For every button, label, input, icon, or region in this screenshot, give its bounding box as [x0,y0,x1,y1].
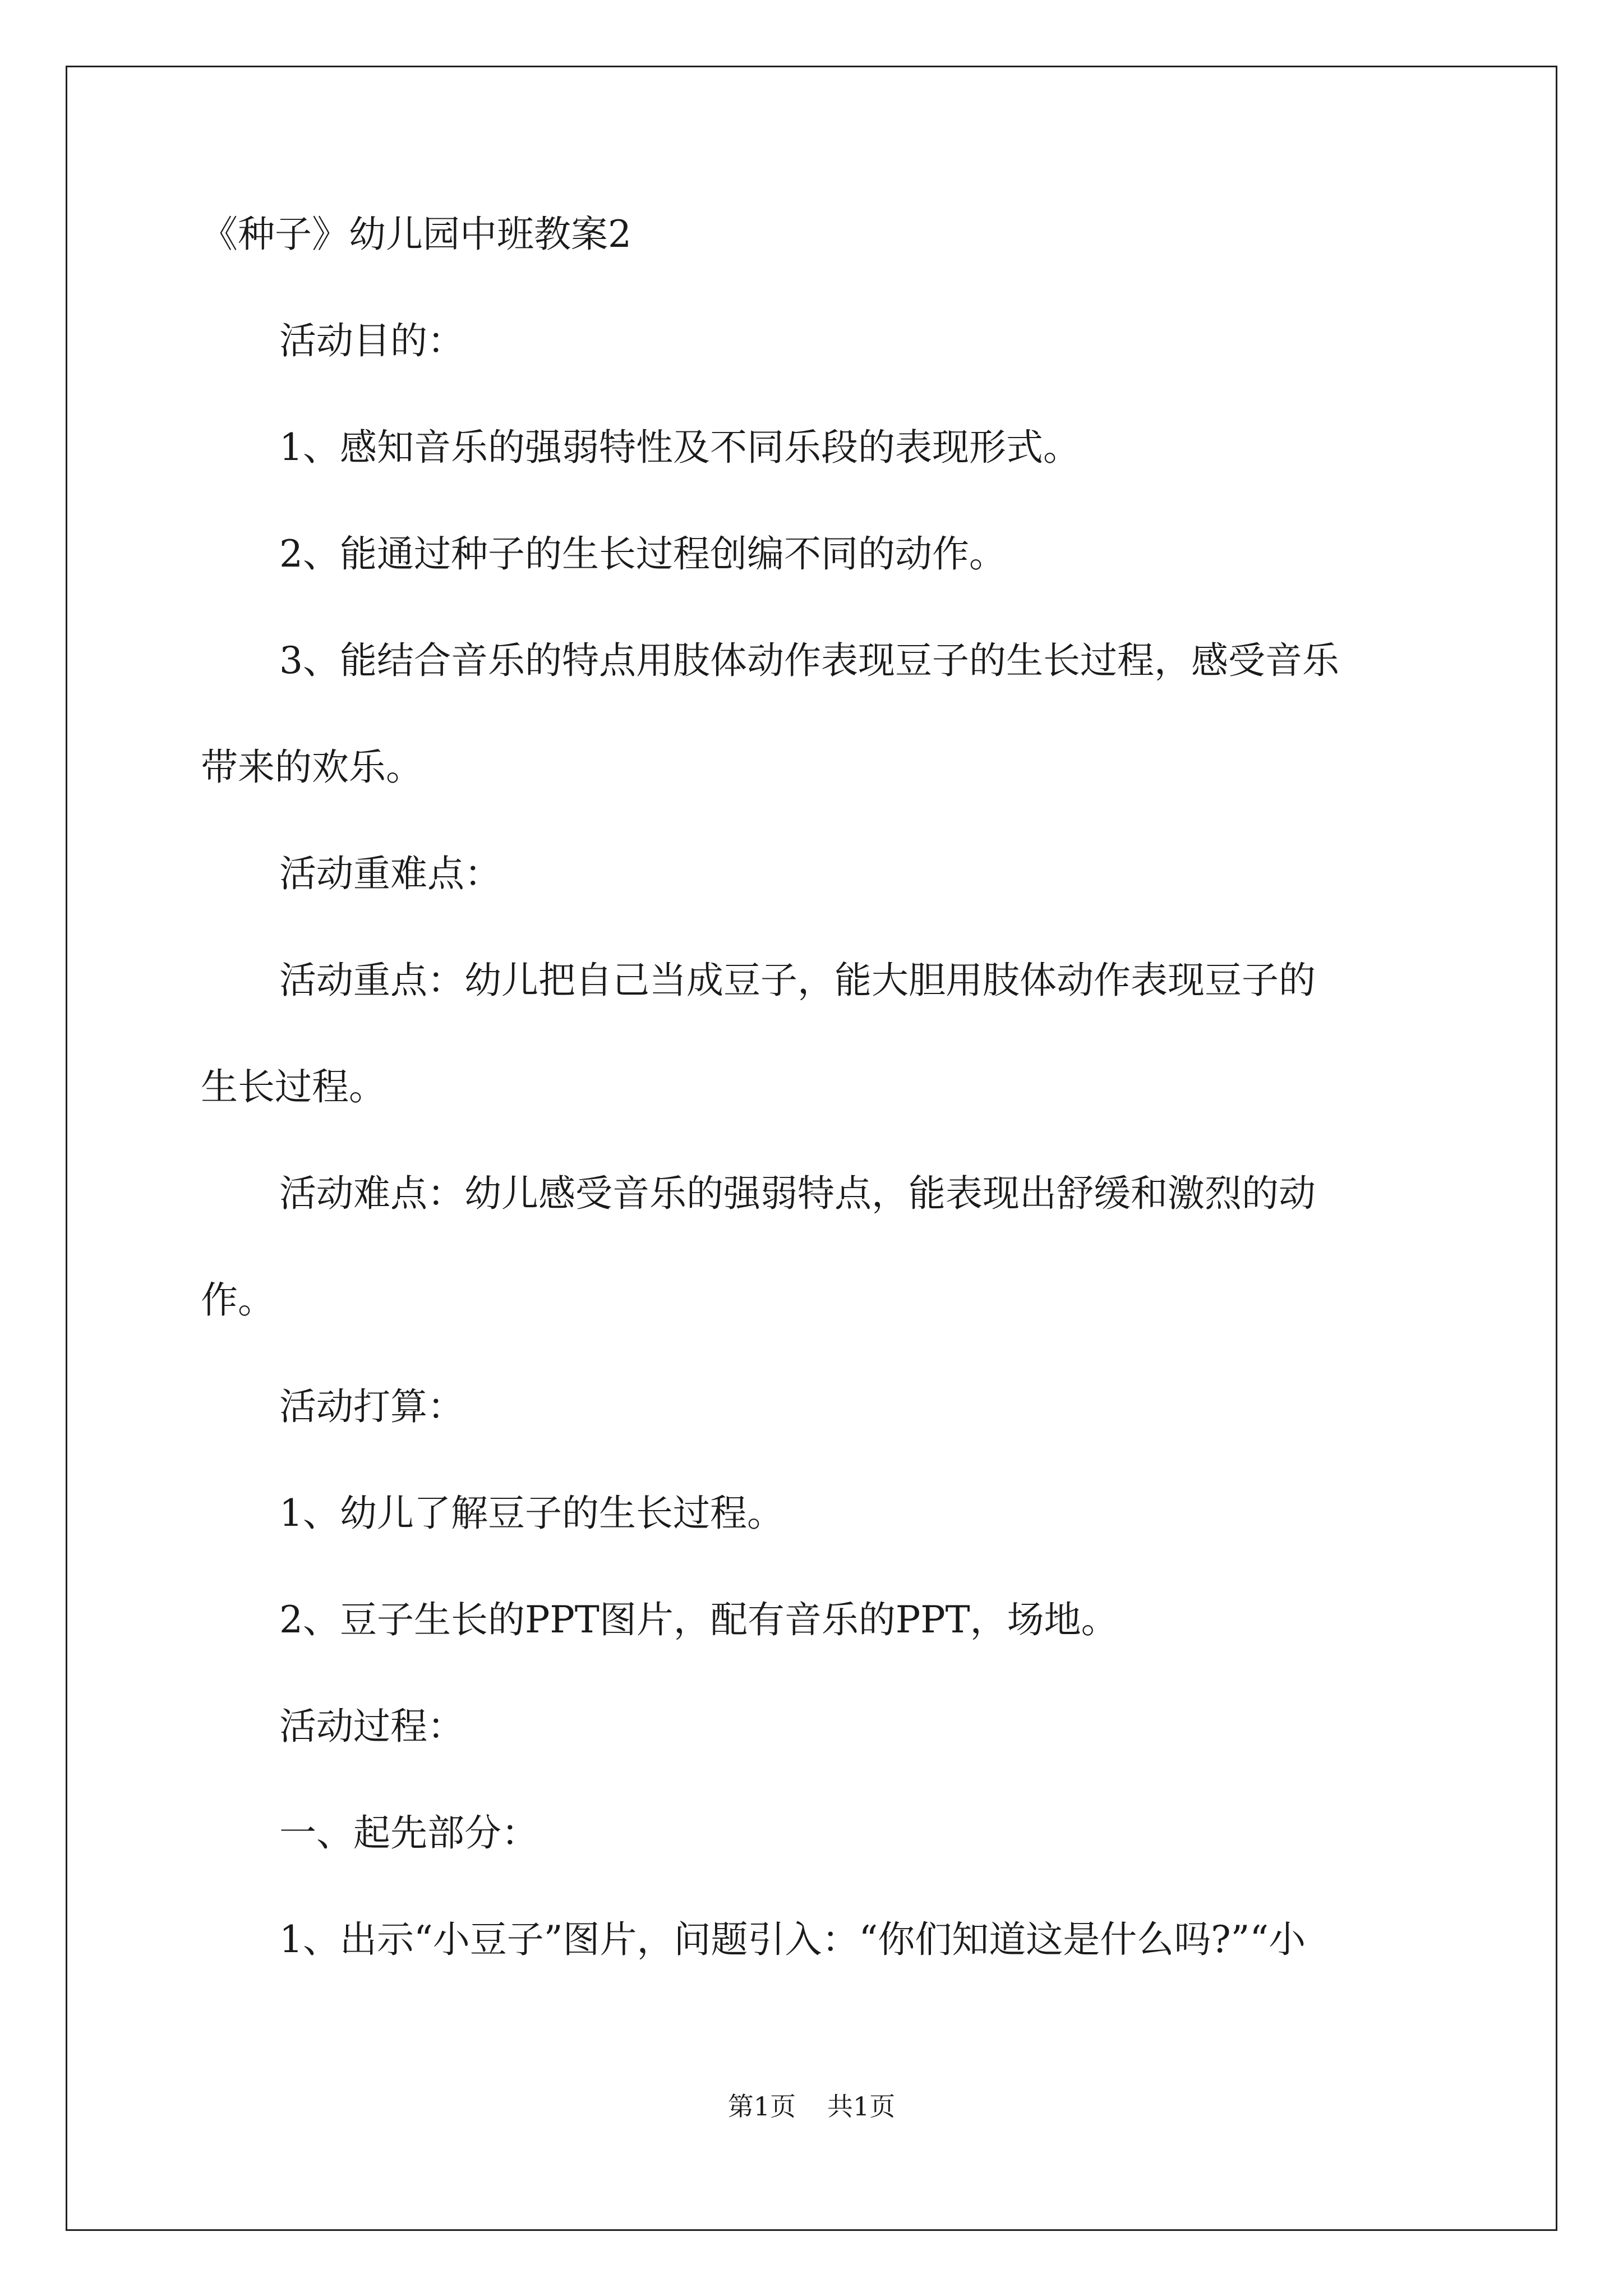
document-body [201,208,1435,1967]
paragraph-5: 活动重难点： [279,852,501,895]
paragraph-10: 2、豆子生长的PPT图片，配有音乐的PPT，场地。 [279,1598,1118,1641]
page-number-total: 共1页 [827,2091,896,2122]
paragraph-7: 活动难点：幼儿感受音乐的强弱特点，能表现出舒缓和激烈的动 [279,1172,1316,1215]
paragraph-3: 2、能通过种子的生长过程创编不同的动作。 [279,532,1006,576]
paragraph-9: 1、幼儿了解豆子的生长过程。 [279,1492,784,1535]
paragraph-6: 活动重点：幼儿把自己当成豆子，能大胆用肢体动作表现豆子的 [279,959,1316,1002]
page-number-current: 第1页 [727,2091,796,2122]
paragraph-1: 活动目的： [279,319,464,362]
paragraph-12: 一、起先部分： [279,1811,538,1855]
paragraph-6-continued: 生长过程。 [201,1065,386,1108]
paragraph-11: 活动过程： [279,1705,464,1748]
paragraph-7-continued: 作。 [201,1278,275,1322]
paragraph-2: 1、感知音乐的强弱特性及不同乐段的表现形式。 [279,426,1080,469]
paragraph-13: 1、出示“小豆子”图片，问题引入：“你们知道这是什么吗?”“小 [279,1918,1306,1961]
document-title: 《种子》幼儿园中班教案2 [201,213,631,256]
paragraph-4: 3、能结合音乐的特点用肢体动作表现豆子的生长过程，感受音乐 [279,639,1339,682]
paragraph-8: 活动打算： [279,1385,464,1428]
paragraph-4-continued: 带来的欢乐。 [201,746,423,789]
page-footer [0,2090,1623,2123]
